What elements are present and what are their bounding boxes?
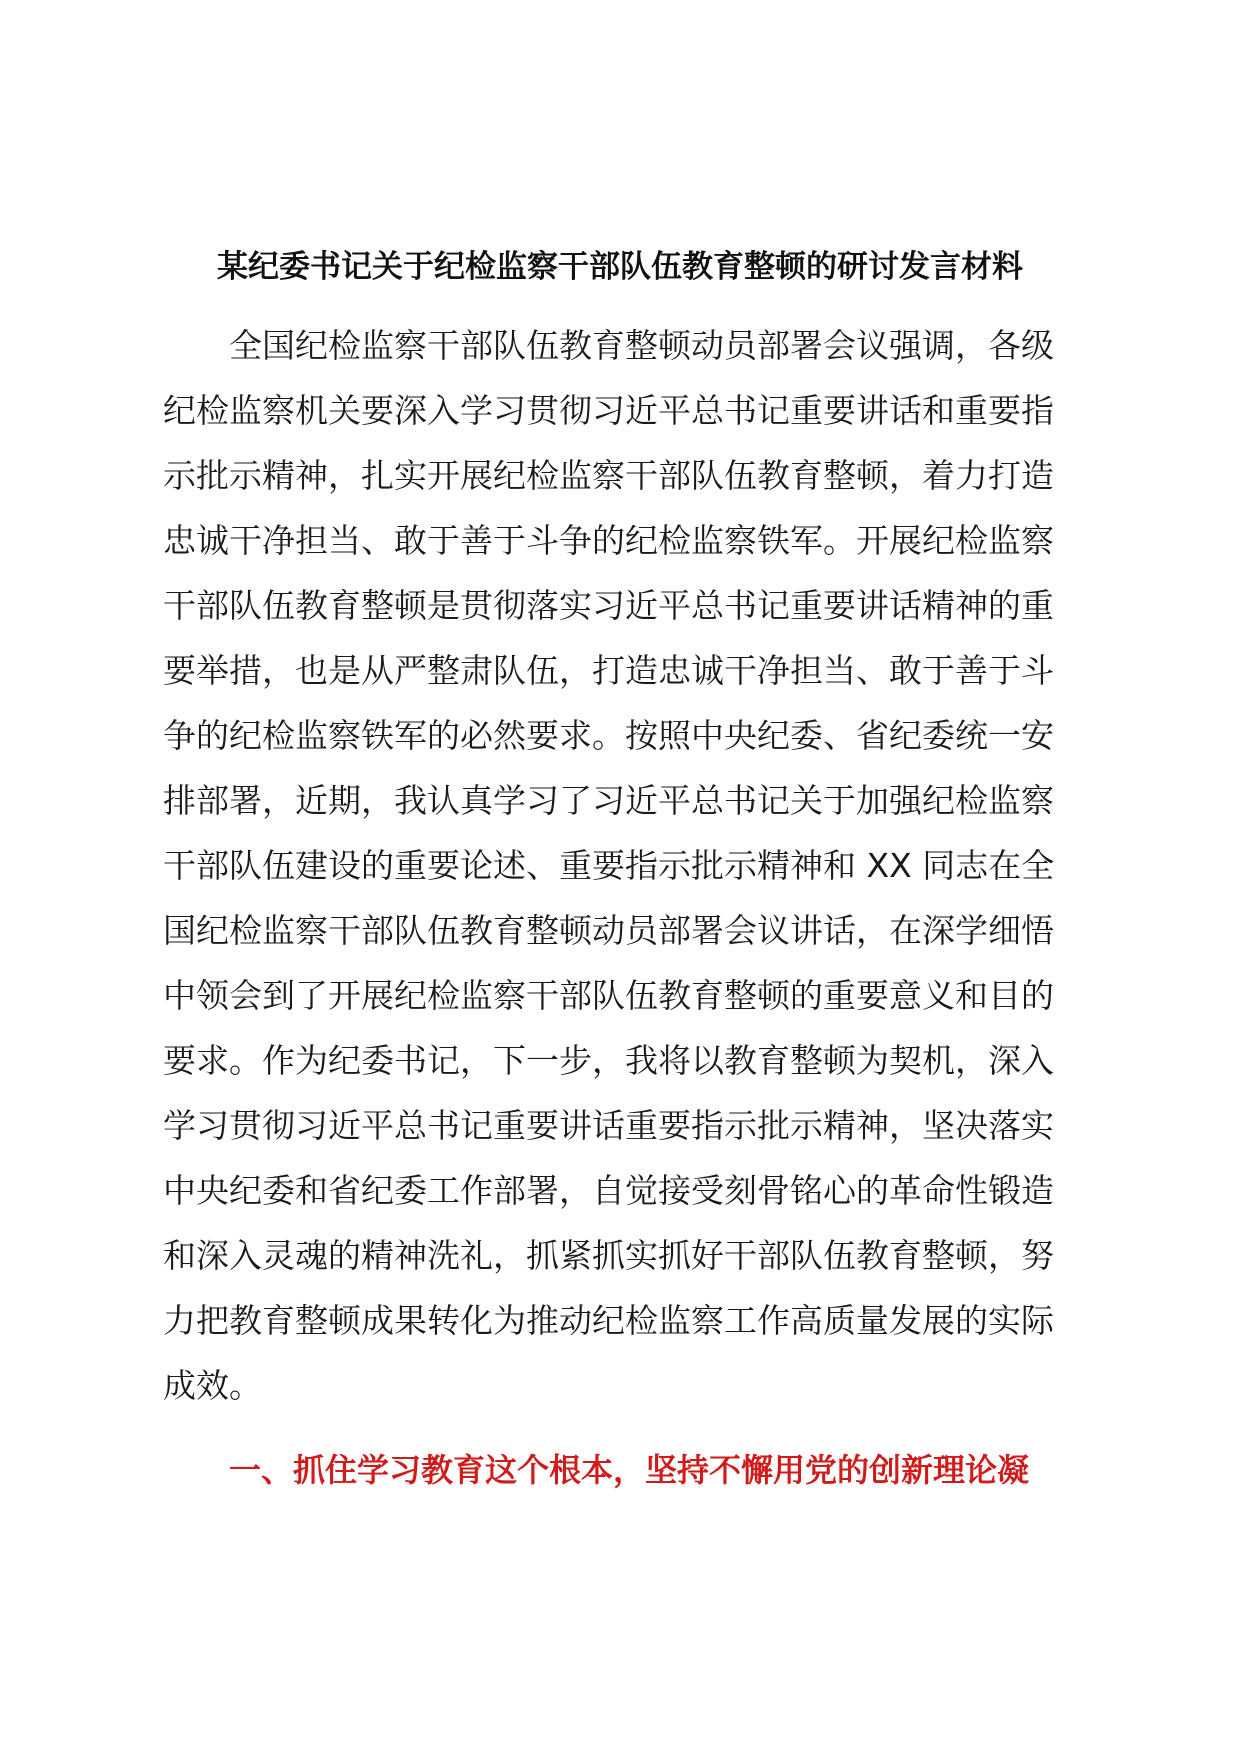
paragraph-line: 要举措，也是从严整肃队伍，打造忠诚干净担当、敢于善于斗 — [163, 651, 1054, 690]
paragraph-line: 学习贯彻习近平总书记重要讲话重要指示批示精神，坚决落实 — [163, 1106, 1054, 1145]
paragraph-line: 成效。 — [163, 1366, 262, 1405]
paragraph-line: 忠诚干净担当、敢于善于斗争的纪检监察铁军。开展纪检监察 — [163, 521, 1054, 560]
paragraph-line: 纪检监察机关要深入学习贯彻习近平总书记重要讲话和重要指 — [163, 391, 1054, 430]
paragraph-line: 要求。作为纪委书记，下一步，我将以教育整顿为契机，深入 — [163, 1041, 1054, 1080]
paragraph-line: 争的纪检监察铁军的必然要求。按照中央纪委、省纪委统一安 — [163, 716, 1054, 755]
document-title: 某纪委书记关于纪检监察干部队伍教育整顿的研讨发言材料 — [217, 249, 1023, 285]
paragraph-line: 国纪检监察干部队伍教育整顿动员部署会议讲话，在深学细悟 — [163, 911, 1054, 950]
intro-paragraph — [163, 313, 1075, 1418]
section-heading: 一、抓住学习教育这个根本，坚持不懈用党的创新理论凝 — [229, 1451, 1030, 1489]
paragraph-line: 排部署，近期，我认真学习了习近平总书记关于加强纪检监察 — [163, 781, 1054, 820]
paragraph-line: 干部队伍建设的重要论述、重要指示批示精神和 XX 同志在全 — [163, 846, 1055, 885]
paragraph-line: 中领会到了开展纪检监察干部队伍教育整顿的重要意义和目的 — [163, 976, 1054, 1015]
paragraph-line: 干部队伍教育整顿是贯彻落实习近平总书记重要讲话精神的重 — [163, 586, 1054, 625]
paragraph-line: 和深入灵魂的精神洗礼，抓紧抓实抓好干部队伍教育整顿，努 — [163, 1236, 1054, 1275]
paragraph-line: 力把教育整顿成果转化为推动纪检监察工作高质量发展的实际 — [163, 1301, 1054, 1340]
paragraph-line: 中央纪委和省纪委工作部署，自觉接受刻骨铭心的革命性锻造 — [163, 1171, 1054, 1210]
paragraph-line: 示批示精神，扎实开展纪检监察干部队伍教育整顿，着力打造 — [163, 456, 1054, 495]
paragraph-line: 全国纪检监察干部队伍教育整顿动员部署会议强调，各级 — [229, 326, 1054, 365]
